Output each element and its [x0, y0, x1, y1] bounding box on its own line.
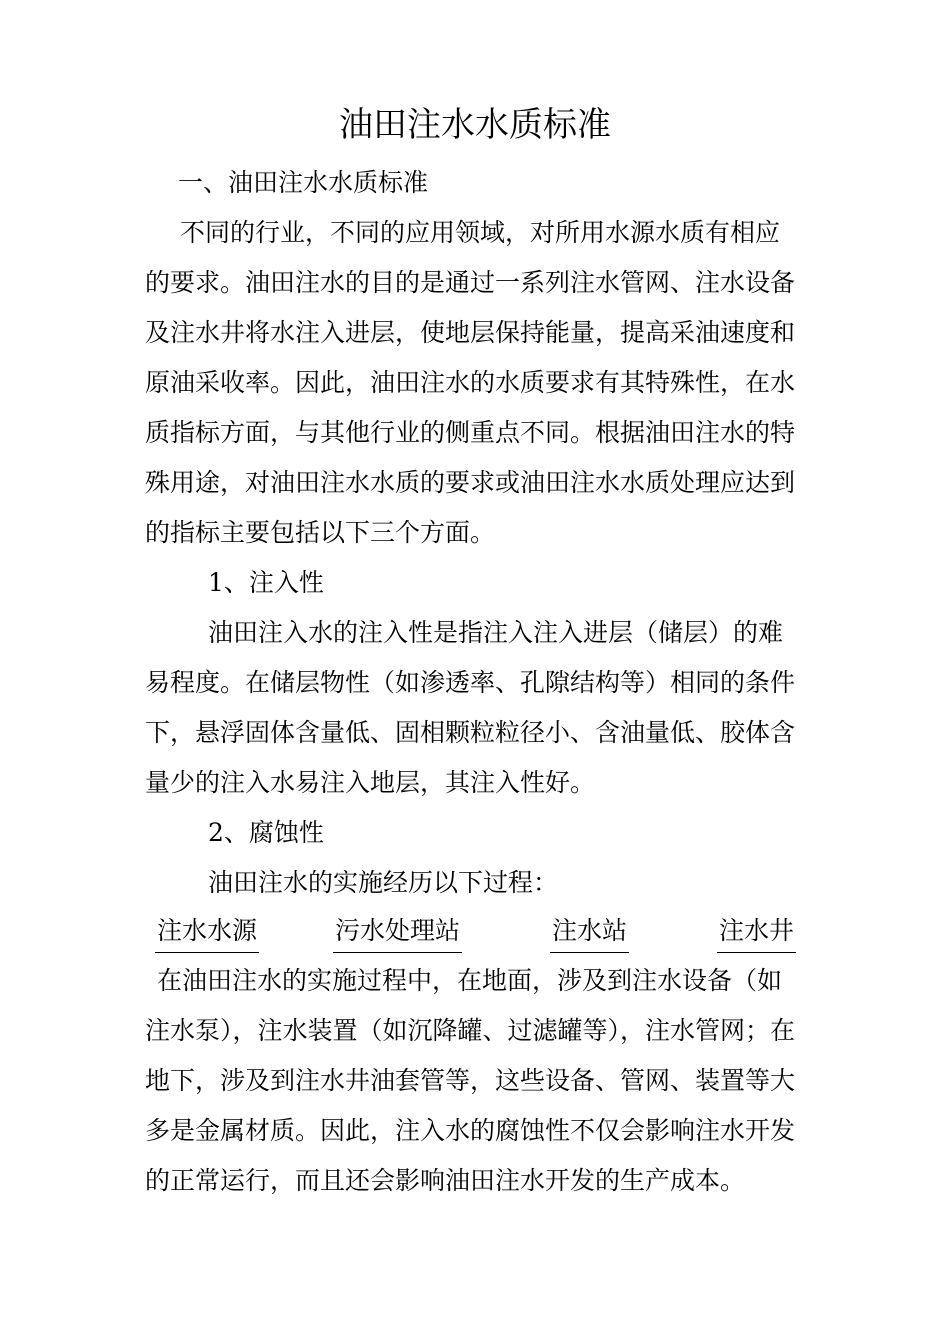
paragraph-line: 注水泵），注水装置（如沉降罐、过滤罐等），注水管网；在 — [145, 1016, 796, 1045]
subsection-heading: 2、腐蚀性 — [208, 818, 324, 847]
paragraph-line: 质指标方面，与其他行业的侧重点不同。根据油田注水的特 — [145, 418, 796, 447]
paragraph-line: 量少的注入水易注入地层，其注入性好。 — [145, 768, 596, 797]
document-title: 油田注水水质标准 — [339, 105, 611, 145]
flow-step-injection-well: 注水井 — [717, 914, 796, 953]
paragraph-line: 的正常运行，而且还会影响油田注水开发的生产成本。 — [145, 1166, 746, 1195]
section-heading: 一、油田注水水质标准 — [178, 168, 429, 197]
paragraph-line: 原油采收率。因此，油田注水的水质要求有其特殊性，在水 — [145, 368, 796, 397]
paragraph-line: 地下，涉及到注水井油套管等，这些设备、管网、装置等大 — [145, 1066, 796, 1095]
flow-step-sewage-plant: 污水处理站 — [333, 914, 462, 953]
paragraph-line: 油田注水的实施经历以下过程： — [208, 868, 559, 897]
paragraph-line: 殊用途，对油田注水水质的要求或油田注水水质处理应达到 — [145, 468, 796, 497]
paragraph-line: 不同的行业，不同的应用领域，对所用水源水质有相应 — [180, 218, 781, 247]
flow-step-water-source: 注水水源 — [155, 914, 259, 953]
paragraph-line: 的指标主要包括以下三个方面。 — [145, 518, 496, 547]
subsection-heading: 1、注入性 — [208, 568, 324, 597]
paragraph-line: 油田注入水的注入性是指注入注入进层（储层）的难 — [208, 618, 784, 647]
paragraph-line: 多是金属材质。因此，注入水的腐蚀性不仅会影响注水开发 — [145, 1116, 796, 1145]
flow-step-injection-station: 注水站 — [550, 914, 629, 953]
paragraph-line: 及注水井将水注入进层，使地层保持能量，提高采油速度和 — [145, 318, 796, 347]
paragraph-line: 的要求。油田注水的目的是通过一系列注水管网、注水设备 — [145, 268, 796, 297]
paragraph-line: 易程度。在储层物性（如渗透率、孔隙结构等）相同的条件 — [145, 668, 796, 697]
paragraph-line: 在油田注水的实施过程中，在地面，涉及到注水设备（如 — [157, 966, 783, 995]
paragraph-line: 下，悬浮固体含量低、固相颗粒粒径小、含油量低、胶体含 — [145, 718, 796, 747]
